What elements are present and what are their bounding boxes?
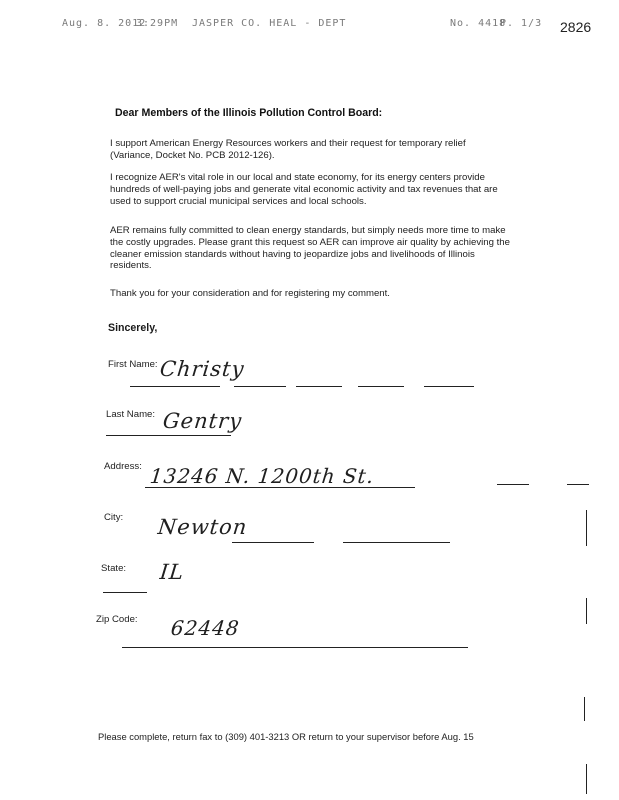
address-label: Address:	[104, 461, 142, 472]
margin-mark	[586, 510, 587, 546]
address-line	[145, 487, 415, 488]
state-label: State:	[101, 563, 127, 574]
state-line	[103, 592, 147, 593]
last-name-value: Gentry	[161, 409, 244, 433]
form-rule	[343, 542, 450, 543]
address-value: 13246 N. 1200th St.	[148, 464, 376, 488]
letter-paragraph-1: I support American Energy Resources workers and their request for temporary relief (Variance, Docket No. PCB 2012-126).	[110, 138, 466, 161]
city-line	[232, 542, 314, 543]
margin-mark	[586, 598, 587, 624]
margin-mark	[586, 764, 587, 794]
fax-header	[62, 18, 543, 32]
form-rule	[234, 386, 286, 387]
first-name-value: Christy	[158, 357, 246, 381]
fax-number: No. 4418	[450, 18, 507, 29]
letter-closing: Sincerely,	[108, 322, 158, 334]
margin-mark	[584, 697, 585, 721]
letter-paragraph-2: I recognize AER's vital role in our local and state economy, for its energy centers provide hundreds of well-paying jobs and generate vital economic activity and tax revenues that are used to support crucial municipal services and local schools.	[110, 172, 498, 207]
zip-line	[122, 647, 468, 648]
form-rule	[296, 386, 342, 387]
last-name-line	[106, 435, 231, 436]
letter-paragraph-4: Thank you for your consideration and for registering my comment.	[110, 288, 390, 299]
letter-paragraph-3: AER remains fully committed to clean energy standards, but simply needs more time to make the costly upgrades. Please grant this request so AER can improve air quality by achieving the cleaner emission standards without having to jeopardize jobs and livelihoods of Illinois residents.	[110, 225, 510, 272]
form-rule	[497, 484, 529, 485]
footer-instructions: Please complete, return fax to (309) 401-3213 OR return to your supervisor before Aug. 15	[98, 731, 474, 742]
state-value: IL	[158, 560, 186, 584]
fax-time: 3:29PM	[136, 18, 179, 29]
fax-page: P. 1/3	[500, 18, 543, 29]
zip-value: 62448	[169, 616, 241, 640]
form-rule	[567, 484, 589, 485]
zip-label: Zip Code:	[96, 614, 138, 625]
page-number: 2826	[560, 19, 592, 35]
form-rule	[424, 386, 474, 387]
first-name-label: First Name:	[108, 359, 158, 370]
first-name-line	[130, 386, 220, 387]
fax-sender: JASPER CO. HEAL - DEPT	[192, 18, 347, 29]
last-name-label: Last Name:	[106, 409, 156, 420]
letter-greeting: Dear Members of the Illinois Pollution Control Board:	[115, 107, 383, 119]
city-value: Newton	[156, 515, 249, 539]
form-rule	[358, 386, 404, 387]
fax-date: Aug. 8. 2012	[62, 18, 147, 29]
city-label: City:	[104, 512, 124, 523]
